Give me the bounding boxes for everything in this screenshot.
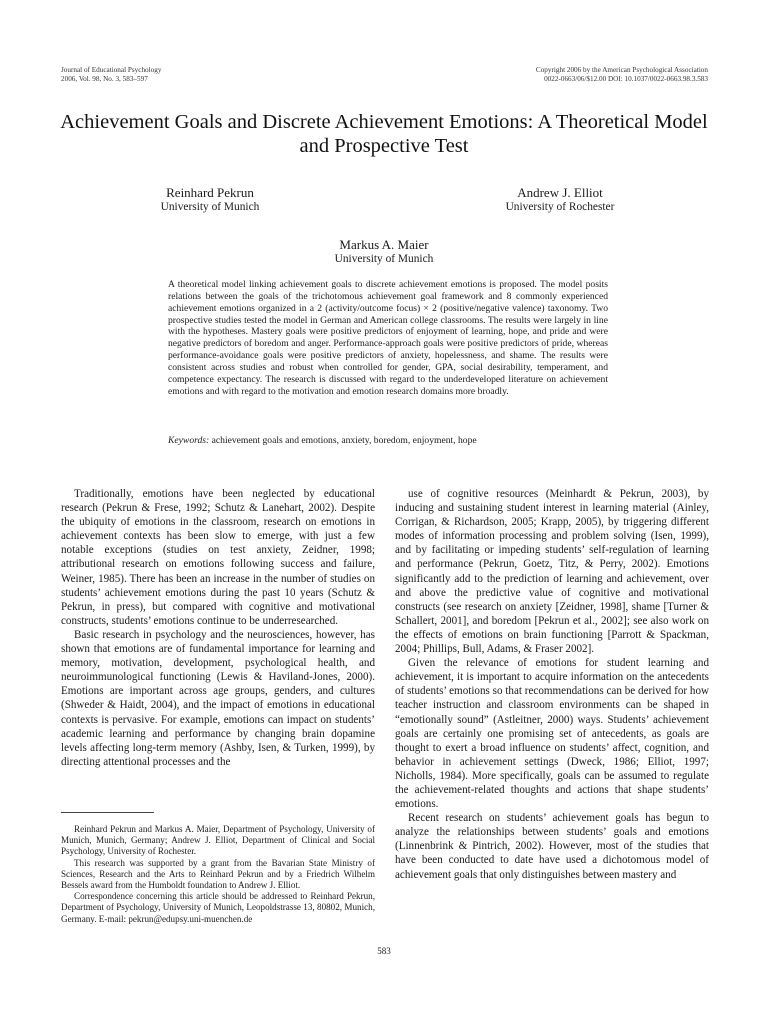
- keywords-label: Keywords:: [168, 435, 210, 446]
- author-name: Reinhard Pekrun: [166, 185, 254, 200]
- page-number: 583: [377, 946, 391, 956]
- footnote-divider: [61, 812, 154, 813]
- author-block-1: [120, 185, 300, 215]
- footnote: This research was supported by a grant from the Bavarian State Ministry of Sciences, Research and the Arts to Reinhard Pekrun and by a Friedrich Wilhelm Bessels award from the Humboldt foundation to Andrew J. Elliot.: [61, 857, 375, 891]
- copyright-notice: [536, 66, 708, 83]
- journal-citation: [61, 66, 161, 83]
- article-title: Achievement Goals and Discrete Achievement Emotions: A Theoretical Model and Prospective Test: [60, 111, 708, 157]
- author-affiliation: University of Munich: [334, 253, 434, 265]
- body-paragraph: Traditionally, emotions have been neglected by educational research (Pekrun & Frese, 1992; Schutz & Lanehart, 2002). Despite the ubiquity of emotions in the classroom, research on emotions in achievement contexts has been slow to emerge, with just a few notable exceptions (studies on test anxiety, Zeidner, 1998; attributional research on emotions following success and failure, Weiner, 1985). There has been an increase in the number of studies on students’ achievement emotions during the past 10 years (Schutz & Pekrun, in press), but compared with cognitive and motivational constructs, students’ emotions continue to be underresearched.: [61, 488, 375, 627]
- author-name: Markus A. Maier: [339, 237, 429, 252]
- journal-volume: 2006, Vol. 98, No. 3, 583–597: [61, 74, 148, 83]
- footnotes: [61, 824, 375, 925]
- body-paragraph: Recent research on students’ achievement goals has begun to analyze the relationships between students’ goals and emotions (Linnenbrink & Pintrich, 2002). However, most of the studies that have been conducted to date have used a dichotomous model of achievement goals that only distinguishes between mastery and: [395, 812, 709, 881]
- doi-line: 0022-0663/06/$12.00 DOI: 10.1037/0022-0663.98.3.583: [544, 74, 708, 83]
- author-affiliation: University of Rochester: [505, 201, 615, 213]
- author-affiliation: University of Munich: [160, 201, 260, 213]
- abstract: A theoretical model linking achievement goals to discrete achievement emotions is proposed. The model posits relations between the goals of the trichotomous achievement goal framework and 8 commonly experienced achievement emotions organized in a 2 (activity/outcome focus) × 2 (positive/negative valence) taxonomy. Two prospective studies tested the model in German and American college classrooms. The results were largely in line with the hypotheses. Mastery goals were positive predictors of enjoyment of learning, hope, and pride and were negative predictors of boredom and anger. Performance-approach goals were positive predictors of pride, whereas performance-avoidance goals were positive predictors of anxiety, hopelessness, and shame. The results were consistent across studies and robust when controlled for gender, GPA, social desirability, temperament, and competence expectancy. The research is discussed with regard to the underdeveloped literature on achievement emotions and with regard to the motivation and emotion research domains more broadly.: [168, 279, 608, 397]
- body-paragraph: use of cognitive resources (Meinhardt & Pekrun, 2003), by inducing and sustaining student interest in learning material (Ainley, Corrigan, & Richardson, 2005; Krapp, 2005), by triggering different modes of information processing and problem solving (Isen, 1999), and by facilitating or impeding students’ self-regulation of learning and performance (Pekrun, Goetz, Titz, & Perry, 2002). Emotions significantly add to the prediction of learning and achievement, over and above the predictive value of cognitive and motivational constructs (see research on anxiety [Zeidner, 1998], shame [Turner & Schallert, 2001], and boredom [Pekrun et al., 2002]; see also work on the effects of emotions on brain functioning [Parrott & Spackman, 2004; Phillips, Bull, Adams, & Fraser 2002].: [395, 488, 709, 656]
- body-paragraph: Basic research in psychology and the neurosciences, however, has shown that emotions are of fundamental importance for learning and memory, motivation, development, psychological health, and neuroimmunological functioning (Lewis & Haviland-Jones, 2000). Emotions are important across age groups, genders, and cultures (Shweder & Haidt, 2004), and the impact of emotions in educational contexts is pervasive. For example, emotions can impact on students’ academic learning and performance by changing brain dopamine levels affecting long-term memory (Ashby, Isen, & Turken, 1999), by directing attentional processes and the: [61, 628, 375, 768]
- journal-name: Journal of Educational Psychology: [61, 66, 162, 74]
- author-block-3: [284, 237, 484, 267]
- author-name: Andrew J. Elliot: [517, 185, 603, 200]
- body-paragraph: Given the relevance of emotions for student learning and achievement, it is important to acquire information on the antecedents of students’ emotions so that recommendations can be derived for how teacher instruction and classroom environments can be shaped in “emotionally sound” (Astleitner, 2000) ways. Students’ achievement goals are certainly one promising set of antecedents, as goals are thought to exert a broad influence on students’ affect, cognition, and behavior in achievement settings (Dweck, 1986; Elliot, 1997; Nicholls, 1984). More specifically, goals can be assumed to regulate the achievement-related thoughts and actions that shape students’ emotions.: [395, 657, 709, 811]
- keywords: [168, 435, 608, 447]
- footnote: Correspondence concerning this article should be addressed to Reinhard Pekrun, Department of Psychology, University of Munich, Leopoldstrasse 13, 80802, Munich, Germany. E-mail: pekrun@edupsy.uni-muenchen.de: [61, 891, 375, 924]
- keywords-list: achievement goals and emotions, anxiety, boredom, enjoyment, hope: [211, 435, 477, 446]
- author-block-2: [470, 185, 650, 215]
- body-column-left: [61, 487, 375, 769]
- footnote: Reinhard Pekrun and Markus A. Maier, Department of Psychology, University of Munich, Munich, Germany; Andrew J. Elliot, Department of Clinical and Social Psychology, University of Rochester.: [61, 824, 375, 857]
- copyright-line: Copyright 2006 by the American Psychological Association: [535, 66, 708, 74]
- body-column-right: [395, 487, 709, 882]
